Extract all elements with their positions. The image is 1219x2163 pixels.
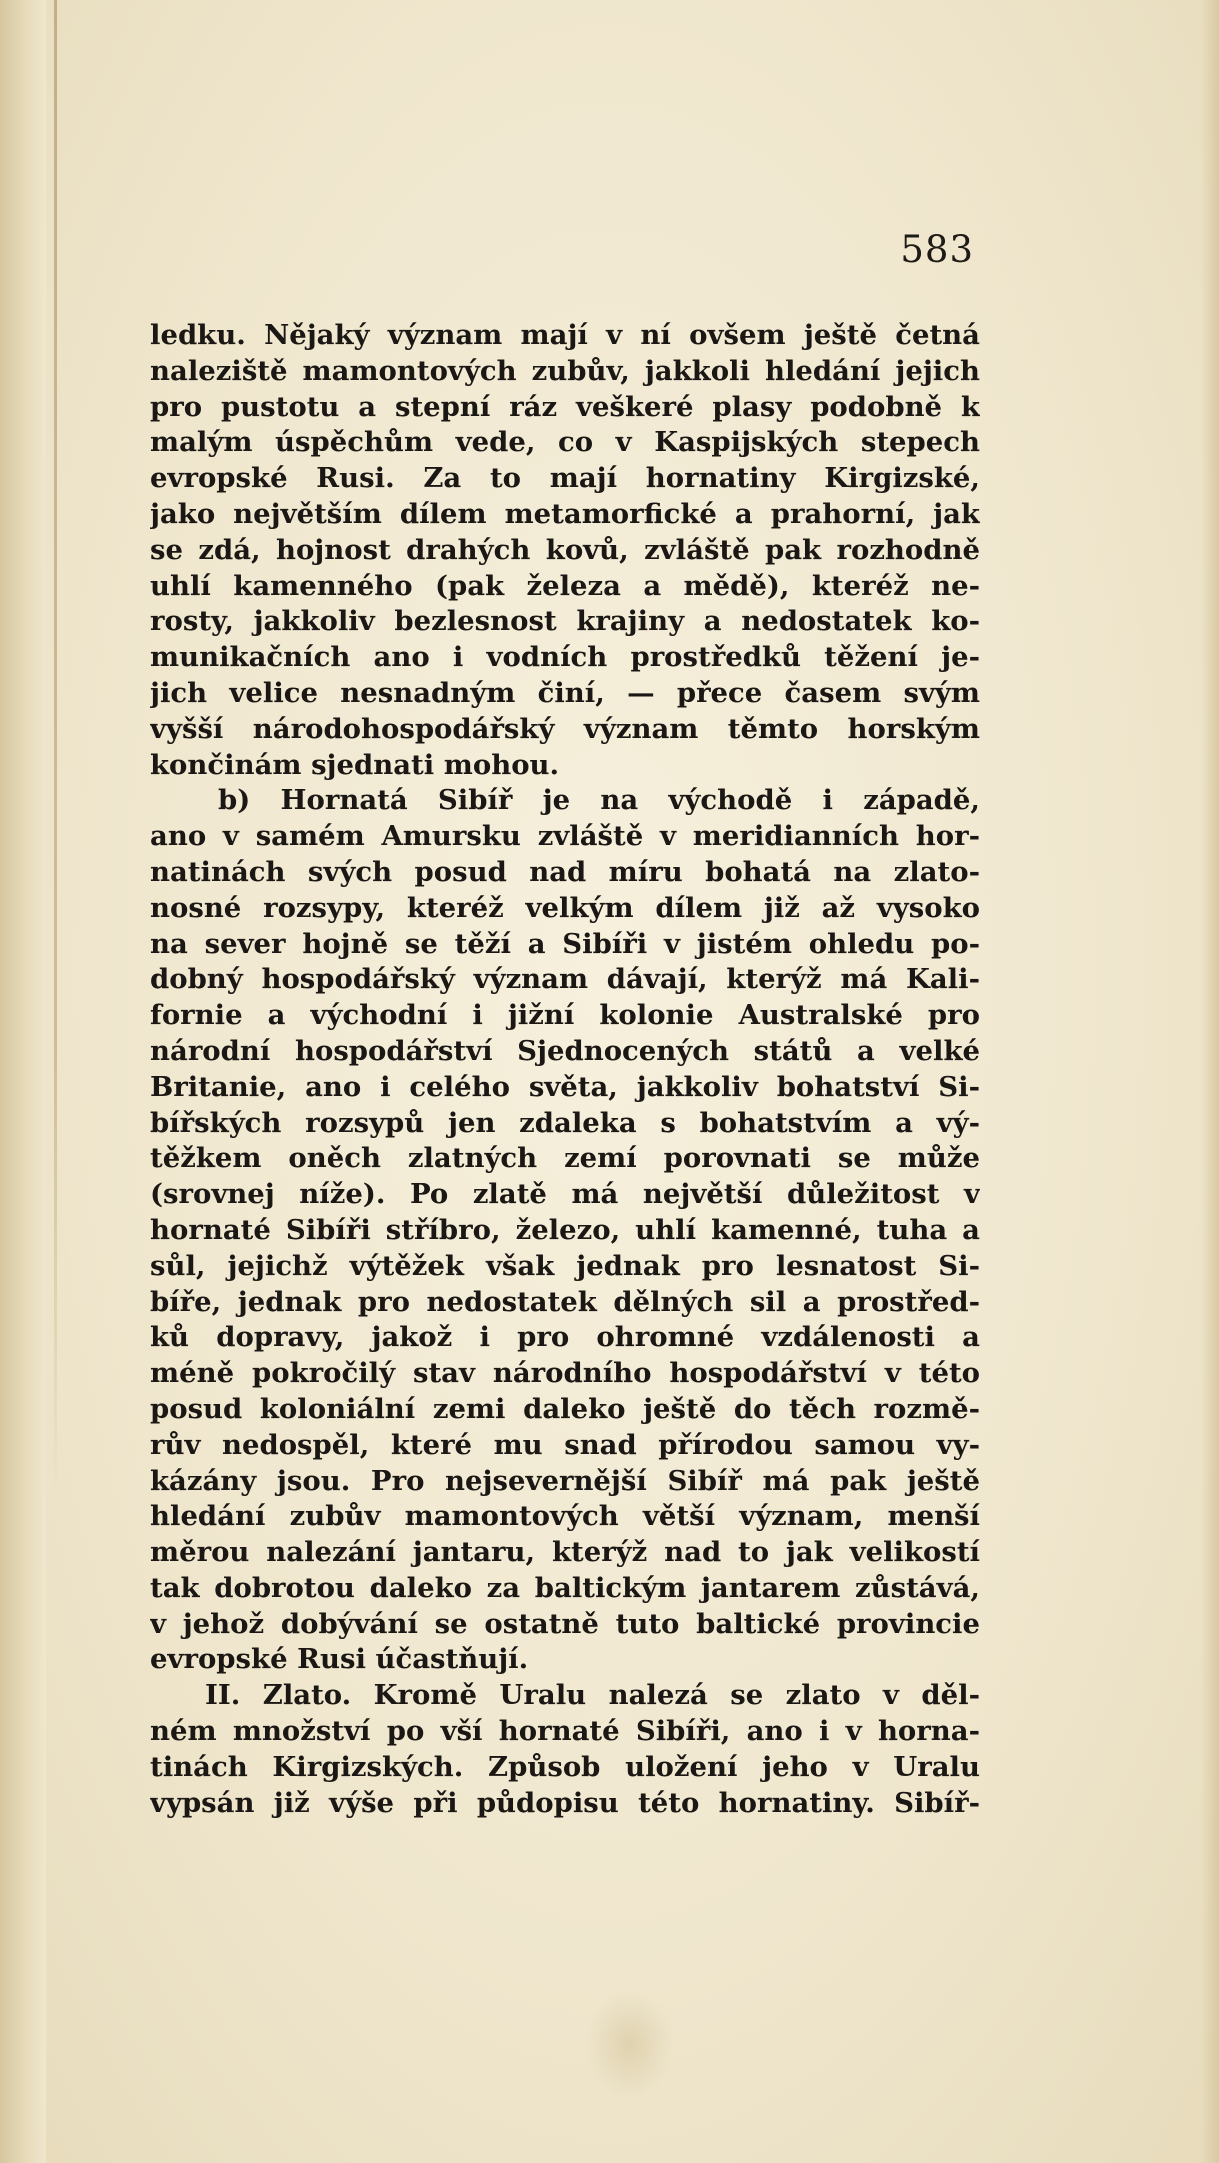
- text-line: evropské Rusi. Za to mají hornatiny Kirgizské,: [150, 462, 980, 495]
- text-line: se zdá, hojnost drahých kovů, zvláště pak rozhodně: [150, 533, 980, 566]
- section-heading-line: II. Zlato. Kromě Uralu nalezá se zlato v děl-: [205, 1679, 980, 1712]
- page-binding-gutter: [0, 0, 46, 2163]
- text-line: posud koloniální zemi daleko ještě do těch rozmě-: [150, 1392, 980, 1425]
- text-line: národní hospodářství Sjednocených států a velké: [150, 1034, 980, 1067]
- text-line: kázány jsou. Pro nejsevernější Sibíř má pak ještě: [150, 1464, 980, 1497]
- text-line: vyšší národohospodářský význam těmto horským: [150, 712, 980, 745]
- text-line: těžkem oněch zlatných zemí porovnati se může: [150, 1142, 980, 1175]
- text-line: ném množství po vší hornaté Sibíři, ano i v horna-: [150, 1715, 980, 1748]
- text-line: rosty, jakkoliv bezlesnost krajiny a nedostatek ko-: [150, 605, 980, 638]
- text-line: natinách svých posud nad míru bohatá na zlato-: [150, 855, 980, 888]
- body-text: [150, 318, 980, 1821]
- text-line: měrou nalezání jantaru, kterýž nad to jak velikostí: [150, 1536, 980, 1569]
- text-line: (srovnej níže). Po zlatě má největší důležitost v: [150, 1178, 980, 1211]
- text-line: fornie a východní i jižní kolonie Australské pro: [150, 999, 980, 1032]
- text-line: jich velice nesnadným činí, — přece časem svým: [150, 676, 980, 709]
- text-line: vypsán již výše při půdopisu této hornatiny. Sibíř-: [150, 1786, 980, 1819]
- text-line: bířských rozsypů jen zdaleka s bohatstvím a vý-: [150, 1106, 980, 1139]
- page-right-edge: [1201, 0, 1219, 2163]
- text-line: tinách Kirgizských. Způsob uložení jeho v Uralu: [150, 1750, 980, 1783]
- text-line: munikačních ano i vodních prostředků těžení je-: [150, 641, 980, 674]
- text-line: Britanie, ano i celého světa, jakkoliv bohatství Si-: [150, 1070, 980, 1103]
- text-line: nosné rozsypy, kteréž velkým dílem již až vysoko: [150, 891, 980, 924]
- text-line: méně pokročilý stav národního hospodářství v této: [150, 1357, 980, 1390]
- text-line: b) Hornatá Sibíř je na východě i západě,: [218, 784, 980, 817]
- text-line: hornaté Sibíři stříbro, železo, uhlí kamenné, tuha a: [150, 1213, 980, 1246]
- text-line: sůl, jejichž výtěžek však jednak pro lesnatost Si-: [150, 1249, 980, 1282]
- text-line: bíře, jednak pro nedostatek dělných sil a prostřed-: [150, 1285, 980, 1318]
- text-line: dobný hospodářský význam dávají, kterýž má Kali-: [150, 963, 980, 996]
- text-line: naleziště mamontových zubův, jakkoli hledání jejich: [150, 354, 980, 387]
- text-line: končinám sjednati mohou.: [150, 748, 560, 781]
- text-line: hledání zubův mamontových větší význam, menší: [150, 1500, 980, 1533]
- text-line: ků dopravy, jakož i pro ohromné vzdálenosti a: [150, 1321, 980, 1354]
- text-line: uhlí kamenného (pak železa a mědě), kteréž ne-: [150, 569, 980, 602]
- text-line: ledku. Nějaký význam mají v ní ovšem ještě četná: [150, 319, 980, 351]
- text-line: ano v samém Amursku zvláště v meridianních hor-: [150, 820, 980, 853]
- text-line: na sever hojně se těží a Sibíři v jistém ohledu po-: [150, 927, 980, 960]
- paper-stain: [585, 1990, 675, 2100]
- text-line: pro pustotu a stepní ráz veškeré plasy podobně k: [150, 390, 980, 423]
- text-line: v jehož dobývání se ostatně tuto baltické provincie: [150, 1607, 980, 1640]
- text-line: rův nedospěl, které mu snad přírodou samou vy-: [150, 1428, 980, 1461]
- page-number: 583: [900, 228, 974, 271]
- page-binding-shadow: [54, 0, 57, 1500]
- text-line: tak dobrotou daleko za baltickým jantarem zůstává,: [150, 1571, 980, 1604]
- text-line: malým úspěchům vede, co v Kaspijských stepech: [150, 426, 980, 459]
- text-line: evropské Rusi účastňují.: [150, 1643, 529, 1676]
- text-line: jako největším dílem metamorfické a prahorní, jak: [150, 497, 980, 530]
